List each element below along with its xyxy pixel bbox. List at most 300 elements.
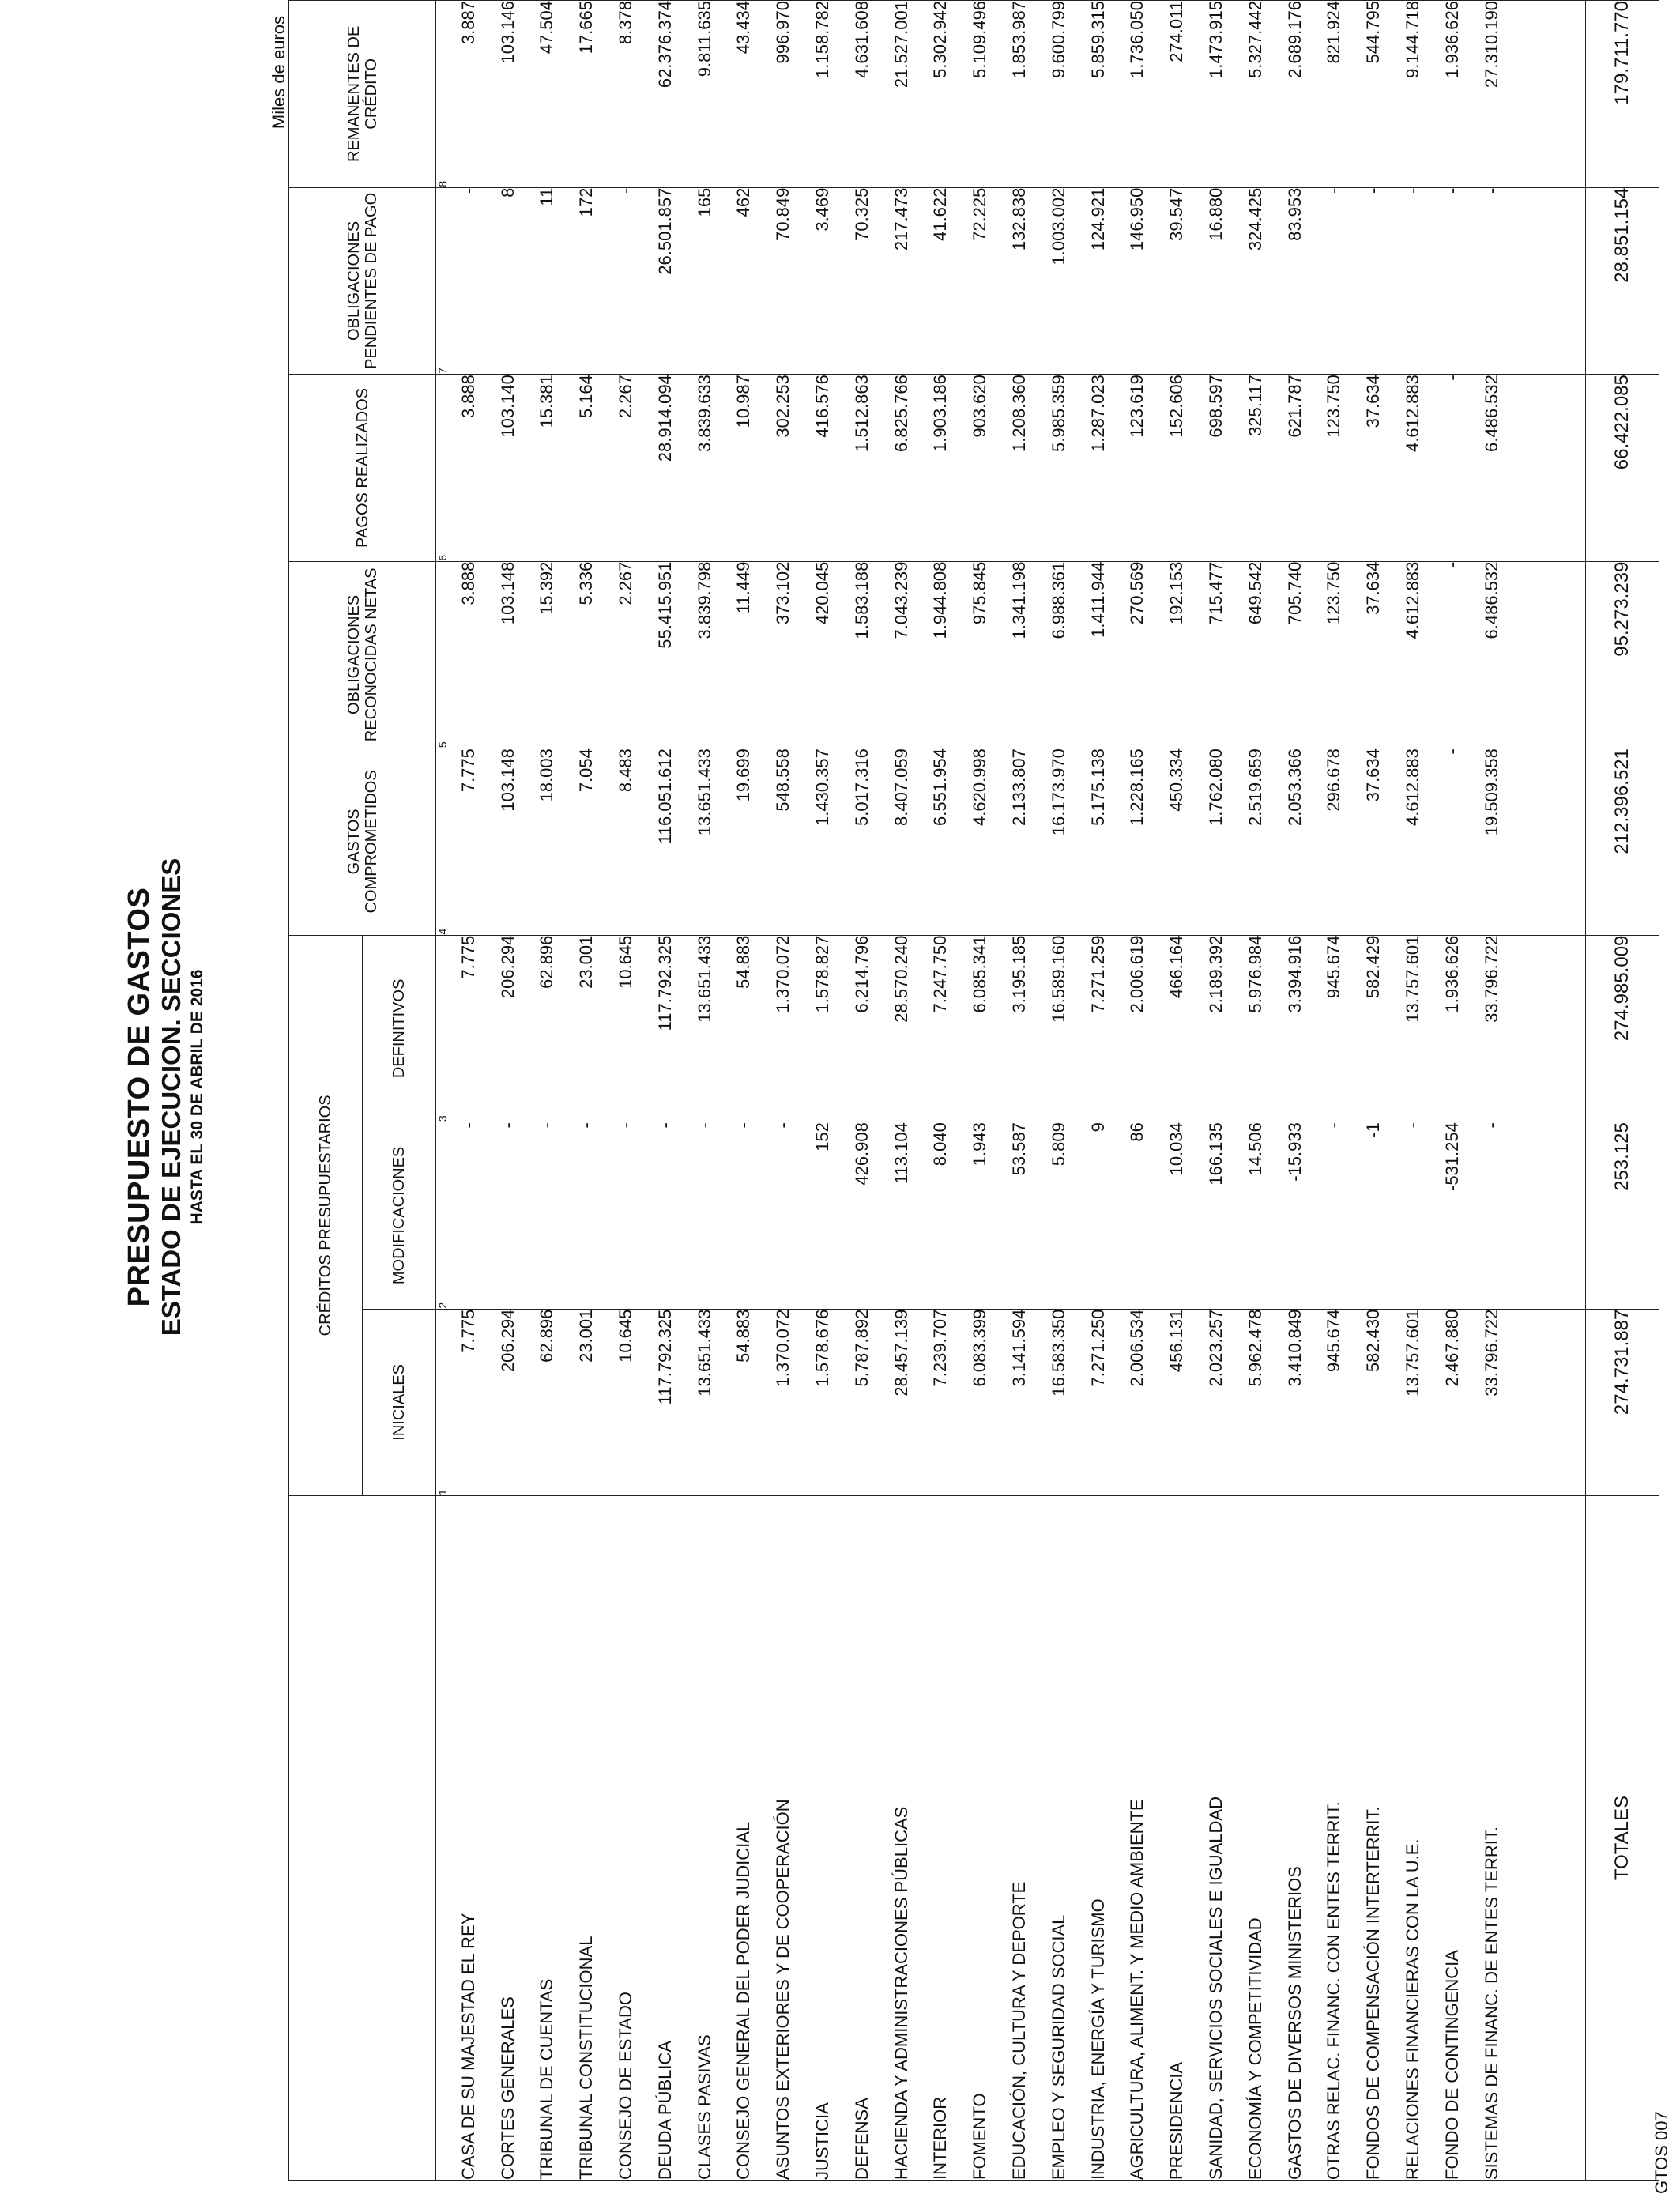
cell-pagos: 1.512.863 xyxy=(842,375,882,562)
cell-modificaciones: - xyxy=(685,1122,725,1310)
cell-definitivos: 62.896 xyxy=(528,935,567,1122)
table-row xyxy=(1275,1,1315,2181)
cell-remanentes: 5.859.315 xyxy=(1079,1,1118,188)
table-row xyxy=(921,1,961,2181)
cell-obligaciones-netas: 3.888 xyxy=(449,561,488,748)
section-name: JUSTICIA xyxy=(803,1496,842,2181)
cell-iniciales: 2.023.257 xyxy=(1196,1309,1236,1496)
header-pagos-realizados: PAGOS REALIZADOS xyxy=(289,375,436,562)
cell-obligaciones-pendientes: 132.838 xyxy=(1000,187,1039,375)
cell-definitivos: 13.651.433 xyxy=(685,935,725,1122)
table-row xyxy=(488,1,528,2181)
section-name: FONDO DE CONTINGENCIA xyxy=(1433,1496,1472,2181)
table-row xyxy=(960,1,1000,2181)
cell-iniciales: 23.001 xyxy=(567,1309,606,1496)
cell-obligaciones-pendientes: 1.003.002 xyxy=(1039,187,1079,375)
table-row xyxy=(1000,1,1039,2181)
cell-obligaciones-pendientes: - xyxy=(606,187,646,375)
column-index: 2 xyxy=(436,1122,450,1310)
cell-obligaciones-netas: 4.612.883 xyxy=(1393,561,1433,748)
section-name: OTRAS RELAC. FINANC. CON ENTES TERRIT. xyxy=(1315,1496,1354,2181)
cell-obligaciones-pendientes: 83.953 xyxy=(1275,187,1315,375)
cell-definitivos: 7.271.259 xyxy=(1079,935,1118,1122)
cell-definitivos: 13.757.601 xyxy=(1393,935,1433,1122)
cell-remanentes: 9.811.635 xyxy=(685,1,725,188)
cell-obligaciones-pendientes: - xyxy=(1433,187,1472,375)
cell-gastos-comprometidos: 548.558 xyxy=(763,748,803,936)
cell-gastos-comprometidos: 7.054 xyxy=(567,748,606,936)
cell-obligaciones-pendientes: 39.547 xyxy=(1157,187,1196,375)
total-remanentes: 179.711.770 xyxy=(1586,1,1659,188)
cell-pagos: 123.750 xyxy=(1315,375,1354,562)
cell-gastos-comprometidos: 2.053.366 xyxy=(1275,748,1315,936)
cell-remanentes: 62.376.374 xyxy=(646,1,685,188)
cell-obligaciones-netas: 103.148 xyxy=(488,561,528,748)
cell-modificaciones: - xyxy=(567,1122,606,1310)
total-obligaciones-pendientes: 28.851.154 xyxy=(1586,187,1659,375)
cell-modificaciones: - xyxy=(1472,1122,1512,1310)
cell-obligaciones-netas: 5.336 xyxy=(567,561,606,748)
cell-definitivos: 28.570.240 xyxy=(882,935,921,1122)
cell-obligaciones-pendientes: 72.225 xyxy=(960,187,1000,375)
table-spacer-row xyxy=(1512,1,1586,2181)
cell-obligaciones-pendientes: 165 xyxy=(685,187,725,375)
cell-obligaciones-netas: 1.583.188 xyxy=(842,561,882,748)
cell-obligaciones-netas: 15.392 xyxy=(528,561,567,748)
cell-pagos: 698.597 xyxy=(1196,375,1236,562)
cell-obligaciones-netas: 420.045 xyxy=(803,561,842,748)
cell-definitivos: 3.195.185 xyxy=(1000,935,1039,1122)
cell-obligaciones-pendientes: 11 xyxy=(528,187,567,375)
cell-obligaciones-netas: 3.839.798 xyxy=(685,561,725,748)
cell-modificaciones: 8.040 xyxy=(921,1122,961,1310)
table-row xyxy=(567,1,606,2181)
table-row xyxy=(1039,1,1079,2181)
cell-definitivos: 582.429 xyxy=(1354,935,1393,1122)
cell-obligaciones-pendientes: - xyxy=(1472,187,1512,375)
cell-obligaciones-pendientes: 41.622 xyxy=(921,187,961,375)
cell-obligaciones-netas: 373.102 xyxy=(763,561,803,748)
section-name: EMPLEO Y SEGURIDAD SOCIAL xyxy=(1039,1496,1079,2181)
cell-iniciales: 1.578.676 xyxy=(803,1309,842,1496)
section-name: DEFENSA xyxy=(842,1496,882,2181)
header-remanentes: REMANENTES DE CRÉDITO xyxy=(289,1,436,188)
cell-modificaciones: 426.908 xyxy=(842,1122,882,1310)
header-blank-cell xyxy=(289,1496,436,2181)
cell-obligaciones-netas: 975.845 xyxy=(960,561,1000,748)
cell-gastos-comprometidos: 1.762.080 xyxy=(1196,748,1236,936)
cell-gastos-comprometidos: 4.612.883 xyxy=(1393,748,1433,936)
cell-gastos-comprometidos: 103.148 xyxy=(488,748,528,936)
cell-modificaciones: 14.506 xyxy=(1236,1122,1275,1310)
cell-obligaciones-netas: 1.341.198 xyxy=(1000,561,1039,748)
column-index: 5 xyxy=(436,561,450,748)
table-row xyxy=(1315,1,1354,2181)
cell-gastos-comprometidos: 450.334 xyxy=(1157,748,1196,936)
cell-obligaciones-pendientes: 26.501.857 xyxy=(646,187,685,375)
cell-obligaciones-netas: 7.043.239 xyxy=(882,561,921,748)
column-index: 1 xyxy=(436,1309,450,1496)
total-obligaciones-netas: 95.273.239 xyxy=(1586,561,1659,748)
cell-remanentes: 5.327.442 xyxy=(1236,1,1275,188)
cell-obligaciones-pendientes: 70.325 xyxy=(842,187,882,375)
cell-pagos: 325.117 xyxy=(1236,375,1275,562)
cell-gastos-comprometidos: 7.775 xyxy=(449,748,488,936)
cell-obligaciones-netas: 715.477 xyxy=(1196,561,1236,748)
cell-modificaciones: -531.254 xyxy=(1433,1122,1472,1310)
column-index: 7 xyxy=(436,187,450,375)
cell-modificaciones: - xyxy=(449,1122,488,1310)
cell-modificaciones: 9 xyxy=(1079,1122,1118,1310)
cell-pagos: 1.287.023 xyxy=(1079,375,1118,562)
report-subtitle: ESTADO DE EJECUCION. SECCIONES xyxy=(156,858,186,1336)
cell-gastos-comprometidos: 5.017.316 xyxy=(842,748,882,936)
cell-iniciales: 28.457.139 xyxy=(882,1309,921,1496)
cell-obligaciones-netas: 6.486.532 xyxy=(1472,561,1512,748)
table-row xyxy=(725,1,764,2181)
section-name: AGRICULTURA, ALIMENT. Y MEDIO AMBIENTE xyxy=(1118,1496,1158,2181)
cell-pagos: 903.620 xyxy=(960,375,1000,562)
cell-pagos: 103.140 xyxy=(488,375,528,562)
table-row xyxy=(842,1,882,2181)
cell-iniciales: 6.083.399 xyxy=(960,1309,1000,1496)
cell-pagos: 1.208.360 xyxy=(1000,375,1039,562)
cell-remanentes: 9.144.718 xyxy=(1393,1,1433,188)
section-name: ECONOMÍA Y COMPETITIVIDAD xyxy=(1236,1496,1275,2181)
cell-iniciales: 206.294 xyxy=(488,1309,528,1496)
cell-iniciales: 2.467.880 xyxy=(1433,1309,1472,1496)
cell-definitivos: 7.775 xyxy=(449,935,488,1122)
cell-remanentes: 1.936.626 xyxy=(1433,1,1472,188)
cell-remanentes: 21.527.001 xyxy=(882,1,921,188)
cell-iniciales: 582.430 xyxy=(1354,1309,1393,1496)
index-blank xyxy=(436,1496,450,2181)
cell-iniciales: 1.370.072 xyxy=(763,1309,803,1496)
cell-obligaciones-pendientes: 16.880 xyxy=(1196,187,1236,375)
cell-obligaciones-pendientes: - xyxy=(1393,187,1433,375)
section-name: DEUDA PÚBLICA xyxy=(646,1496,685,2181)
cell-modificaciones: - xyxy=(646,1122,685,1310)
section-name: CONSEJO DE ESTADO xyxy=(606,1496,646,2181)
cell-remanentes: 17.665 xyxy=(567,1,606,188)
cell-definitivos: 6.214.796 xyxy=(842,935,882,1122)
totals-label: TOTALES xyxy=(1586,1496,1659,2181)
cell-modificaciones: - xyxy=(488,1122,528,1310)
cell-remanentes: 27.310.190 xyxy=(1472,1,1512,188)
table-row xyxy=(1157,1,1196,2181)
cell-gastos-comprometidos: 13.651.433 xyxy=(685,748,725,936)
cell-remanentes: 821.924 xyxy=(1315,1,1354,188)
cell-remanentes: 47.504 xyxy=(528,1,567,188)
header-definitivos: DEFINITIVOS xyxy=(363,935,436,1122)
cell-definitivos: 117.792.325 xyxy=(646,935,685,1122)
section-name: SANIDAD, SERVICIOS SOCIALES E IGUALDAD xyxy=(1196,1496,1236,2181)
total-gastos-comprometidos: 212.396.521 xyxy=(1586,748,1659,936)
cell-obligaciones-netas: 37.634 xyxy=(1354,561,1393,748)
section-name: EDUCACIÓN, CULTURA Y DEPORTE xyxy=(1000,1496,1039,2181)
cell-modificaciones: - xyxy=(1315,1122,1354,1310)
cell-modificaciones: - xyxy=(725,1122,764,1310)
section-name: CONSEJO GENERAL DEL PODER JUDICIAL xyxy=(725,1496,764,2181)
section-name: INDUSTRIA, ENERGÍA Y TURISMO xyxy=(1079,1496,1118,2181)
cell-iniciales: 5.787.892 xyxy=(842,1309,882,1496)
header-obligaciones-netas: OBLIGACIONES RECONOCIDAS NETAS xyxy=(289,561,436,748)
table-row xyxy=(646,1,685,2181)
cell-modificaciones: -1 xyxy=(1354,1122,1393,1310)
cell-definitivos: 1.370.072 xyxy=(763,935,803,1122)
table-row xyxy=(449,1,488,2181)
cell-obligaciones-netas: 6.988.361 xyxy=(1039,561,1079,748)
cell-obligaciones-netas: 705.740 xyxy=(1275,561,1315,748)
cell-modificaciones: - xyxy=(606,1122,646,1310)
cell-pagos: 6.825.766 xyxy=(882,375,921,562)
cell-gastos-comprometidos: 296.678 xyxy=(1315,748,1354,936)
cell-obligaciones-netas: 1.944.808 xyxy=(921,561,961,748)
cell-gastos-comprometidos: 8.407.059 xyxy=(882,748,921,936)
cell-remanentes: 1.158.782 xyxy=(803,1,842,188)
cell-pagos: 5.985.359 xyxy=(1039,375,1079,562)
cell-iniciales: 7.239.707 xyxy=(921,1309,961,1496)
cell-definitivos: 1.578.827 xyxy=(803,935,842,1122)
cell-iniciales: 54.883 xyxy=(725,1309,764,1496)
table-row xyxy=(1354,1,1393,2181)
cell-modificaciones: 86 xyxy=(1118,1122,1158,1310)
cell-remanentes: 3.887 xyxy=(449,1,488,188)
cell-gastos-comprometidos: 19.699 xyxy=(725,748,764,936)
cell-gastos-comprometidos: 1.228.165 xyxy=(1118,748,1158,936)
table-row xyxy=(763,1,803,2181)
cell-remanentes: 544.795 xyxy=(1354,1,1393,188)
table-row xyxy=(1196,1,1236,2181)
header-obligaciones-pendientes: OBLIGACIONES PENDIENTES DE PAGO xyxy=(289,187,436,375)
cell-pagos: 5.164 xyxy=(567,375,606,562)
cell-iniciales: 10.645 xyxy=(606,1309,646,1496)
total-pagos: 66.422.085 xyxy=(1586,375,1659,562)
cell-remanentes: 996.970 xyxy=(763,1,803,188)
cell-definitivos: 16.589.160 xyxy=(1039,935,1079,1122)
cell-modificaciones: 152 xyxy=(803,1122,842,1310)
cell-remanentes: 8.378 xyxy=(606,1,646,188)
header-modificaciones: MODIFICACIONES xyxy=(363,1122,436,1310)
section-name: ASUNTOS EXTERIORES Y DE COOPERACIÓN xyxy=(763,1496,803,2181)
section-name: PRESIDENCIA xyxy=(1157,1496,1196,2181)
cell-pagos: 302.253 xyxy=(763,375,803,562)
cell-pagos: - xyxy=(1433,375,1472,562)
cell-modificaciones: 53.587 xyxy=(1000,1122,1039,1310)
cell-modificaciones: 113.104 xyxy=(882,1122,921,1310)
cell-obligaciones-pendientes: 70.849 xyxy=(763,187,803,375)
cell-remanentes: 9.600.799 xyxy=(1039,1,1079,188)
table-row xyxy=(606,1,646,2181)
cell-pagos: 1.903.186 xyxy=(921,375,961,562)
section-name: INTERIOR xyxy=(921,1496,961,2181)
cell-pagos: 6.486.532 xyxy=(1472,375,1512,562)
cell-obligaciones-pendientes: - xyxy=(1315,187,1354,375)
table-row xyxy=(1393,1,1433,2181)
section-name: RELACIONES FINANCIERAS CON LA U.E. xyxy=(1393,1496,1433,2181)
cell-gastos-comprometidos: 6.551.954 xyxy=(921,748,961,936)
cell-remanentes: 1.853.987 xyxy=(1000,1,1039,188)
cell-gastos-comprometidos: 18.003 xyxy=(528,748,567,936)
section-name: TRIBUNAL DE CUENTAS xyxy=(528,1496,567,2181)
cell-remanentes: 4.631.608 xyxy=(842,1,882,188)
table-row xyxy=(803,1,842,2181)
cell-obligaciones-netas: 55.415.951 xyxy=(646,561,685,748)
cell-modificaciones: 5.809 xyxy=(1039,1122,1079,1310)
total-modificaciones: 253.125 xyxy=(1586,1122,1659,1310)
cell-pagos: 152.606 xyxy=(1157,375,1196,562)
cell-definitivos: 7.247.750 xyxy=(921,935,961,1122)
column-index: 8 xyxy=(436,1,450,188)
cell-pagos: 4.612.883 xyxy=(1393,375,1433,562)
cell-iniciales: 13.757.601 xyxy=(1393,1309,1433,1496)
cell-pagos: 123.619 xyxy=(1118,375,1158,562)
cell-pagos: 3.839.633 xyxy=(685,375,725,562)
cell-definitivos: 2.189.392 xyxy=(1196,935,1236,1122)
cell-pagos: 15.381 xyxy=(528,375,567,562)
cell-iniciales: 117.792.325 xyxy=(646,1309,685,1496)
cell-modificaciones: - xyxy=(1393,1122,1433,1310)
table-row xyxy=(685,1,725,2181)
cell-remanentes: 274.011 xyxy=(1157,1,1196,188)
cell-obligaciones-netas: 192.153 xyxy=(1157,561,1196,748)
report-date-line: HASTA EL 30 DE ABRIL DE 2016 xyxy=(188,969,206,1225)
section-name: TRIBUNAL CONSTITUCIONAL xyxy=(567,1496,606,2181)
cell-obligaciones-netas: 123.750 xyxy=(1315,561,1354,748)
cell-definitivos: 945.674 xyxy=(1315,935,1354,1122)
cell-iniciales: 3.141.594 xyxy=(1000,1309,1039,1496)
cell-gastos-comprometidos: 2.519.659 xyxy=(1236,748,1275,936)
units-label: Miles de euros xyxy=(269,16,288,130)
section-name: GASTOS DE DIVERSOS MINISTERIOS xyxy=(1275,1496,1315,2181)
cell-obligaciones-pendientes: 146.950 xyxy=(1118,187,1158,375)
section-name: FOMENTO xyxy=(960,1496,1000,2181)
cell-iniciales: 7.775 xyxy=(449,1309,488,1496)
cell-definitivos: 10.645 xyxy=(606,935,646,1122)
cell-iniciales: 945.674 xyxy=(1315,1309,1354,1496)
cell-obligaciones-netas: 11.449 xyxy=(725,561,764,748)
cell-obligaciones-pendientes: 324.425 xyxy=(1236,187,1275,375)
section-name: CORTES GENERALES xyxy=(488,1496,528,2181)
cell-obligaciones-pendientes: 8 xyxy=(488,187,528,375)
cell-iniciales: 16.583.350 xyxy=(1039,1309,1079,1496)
cell-definitivos: 33.796.722 xyxy=(1472,935,1512,1122)
cell-iniciales: 3.410.849 xyxy=(1275,1309,1315,1496)
cell-definitivos: 23.001 xyxy=(567,935,606,1122)
cell-definitivos: 3.394.916 xyxy=(1275,935,1315,1122)
table-row xyxy=(1118,1,1158,2181)
section-name: CASA DE SU MAJESTAD EL REY xyxy=(449,1496,488,2181)
cell-definitivos: 6.085.341 xyxy=(960,935,1000,1122)
totals-row xyxy=(1586,1,1659,2181)
cell-remanentes: 5.302.942 xyxy=(921,1,961,188)
table-row xyxy=(528,1,567,2181)
cell-definitivos: 2.006.619 xyxy=(1118,935,1158,1122)
cell-definitivos: 206.294 xyxy=(488,935,528,1122)
cell-modificaciones: -15.933 xyxy=(1275,1122,1315,1310)
cell-pagos: 28.914.094 xyxy=(646,375,685,562)
cell-gastos-comprometidos: 37.634 xyxy=(1354,748,1393,936)
cell-gastos-comprometidos: 5.175.138 xyxy=(1079,748,1118,936)
cell-remanentes: 1.736.050 xyxy=(1118,1,1158,188)
cell-pagos: 37.634 xyxy=(1354,375,1393,562)
cell-pagos: 3.888 xyxy=(449,375,488,562)
cell-pagos: 2.267 xyxy=(606,375,646,562)
budget-execution-table xyxy=(288,0,1659,2181)
cell-iniciales: 2.006.534 xyxy=(1118,1309,1158,1496)
section-name: HACIENDA Y ADMINISTRACIONES PÚBLICAS xyxy=(882,1496,921,2181)
cell-gastos-comprometidos: 1.430.357 xyxy=(803,748,842,936)
report-title: PRESUPUESTO DE GASTOS xyxy=(122,887,156,1307)
cell-iniciales: 5.962.478 xyxy=(1236,1309,1275,1496)
cell-definitivos: 1.936.626 xyxy=(1433,935,1472,1122)
cell-obligaciones-netas: 649.542 xyxy=(1236,561,1275,748)
cell-obligaciones-pendientes: - xyxy=(1354,187,1393,375)
cell-gastos-comprometidos: 2.133.807 xyxy=(1000,748,1039,936)
cell-obligaciones-netas: 1.411.944 xyxy=(1079,561,1118,748)
table-row xyxy=(1236,1,1275,2181)
section-name: SISTEMAS DE FINANC. DE ENTES TERRIT. xyxy=(1472,1496,1512,2181)
table-row xyxy=(882,1,921,2181)
cell-gastos-comprometidos: 19.509.358 xyxy=(1472,748,1512,936)
header-creditos-presupuestarios: CRÉDITOS PRESUPUESTARIOS xyxy=(289,935,363,1496)
form-code: GTOS 007 xyxy=(1652,2111,1671,2194)
cell-modificaciones: - xyxy=(528,1122,567,1310)
column-index: 3 xyxy=(436,935,450,1122)
cell-modificaciones: - xyxy=(763,1122,803,1310)
header-iniciales: INICIALES xyxy=(363,1309,436,1496)
cell-modificaciones: 166.135 xyxy=(1196,1122,1236,1310)
cell-iniciales: 456.131 xyxy=(1157,1309,1196,1496)
cell-obligaciones-netas: 270.569 xyxy=(1118,561,1158,748)
column-index: 6 xyxy=(436,375,450,562)
cell-pagos: 10.987 xyxy=(725,375,764,562)
cell-iniciales: 33.796.722 xyxy=(1472,1309,1512,1496)
table-row xyxy=(1079,1,1118,2181)
total-definitivos: 274.985.009 xyxy=(1586,935,1659,1122)
cell-obligaciones-pendientes: - xyxy=(449,187,488,375)
cell-remanentes: 1.473.915 xyxy=(1196,1,1236,188)
cell-obligaciones-pendientes: 124.921 xyxy=(1079,187,1118,375)
cell-remanentes: 5.109.496 xyxy=(960,1,1000,188)
section-name: CLASES PASIVAS xyxy=(685,1496,725,2181)
cell-definitivos: 466.164 xyxy=(1157,935,1196,1122)
section-name: FONDOS DE COMPENSACIÓN INTERTERRIT. xyxy=(1354,1496,1393,2181)
cell-iniciales: 13.651.433 xyxy=(685,1309,725,1496)
total-iniciales: 274.731.887 xyxy=(1586,1309,1659,1496)
cell-modificaciones: 1.943 xyxy=(960,1122,1000,1310)
cell-gastos-comprometidos: 4.620.998 xyxy=(960,748,1000,936)
cell-iniciales: 62.896 xyxy=(528,1309,567,1496)
cell-obligaciones-pendientes: 3.469 xyxy=(803,187,842,375)
cell-obligaciones-pendientes: 217.473 xyxy=(882,187,921,375)
cell-remanentes: 2.689.176 xyxy=(1275,1,1315,188)
cell-iniciales: 7.271.250 xyxy=(1079,1309,1118,1496)
cell-pagos: 416.576 xyxy=(803,375,842,562)
cell-gastos-comprometidos: - xyxy=(1433,748,1472,936)
cell-definitivos: 54.883 xyxy=(725,935,764,1122)
table-row xyxy=(1433,1,1472,2181)
cell-obligaciones-netas: - xyxy=(1433,561,1472,748)
cell-obligaciones-netas: 2.267 xyxy=(606,561,646,748)
column-index: 4 xyxy=(436,748,450,936)
cell-definitivos: 5.976.984 xyxy=(1236,935,1275,1122)
cell-gastos-comprometidos: 16.173.970 xyxy=(1039,748,1079,936)
cell-obligaciones-pendientes: 172 xyxy=(567,187,606,375)
cell-modificaciones: 10.034 xyxy=(1157,1122,1196,1310)
cell-remanentes: 43.434 xyxy=(725,1,764,188)
table-row xyxy=(1472,1,1512,2181)
